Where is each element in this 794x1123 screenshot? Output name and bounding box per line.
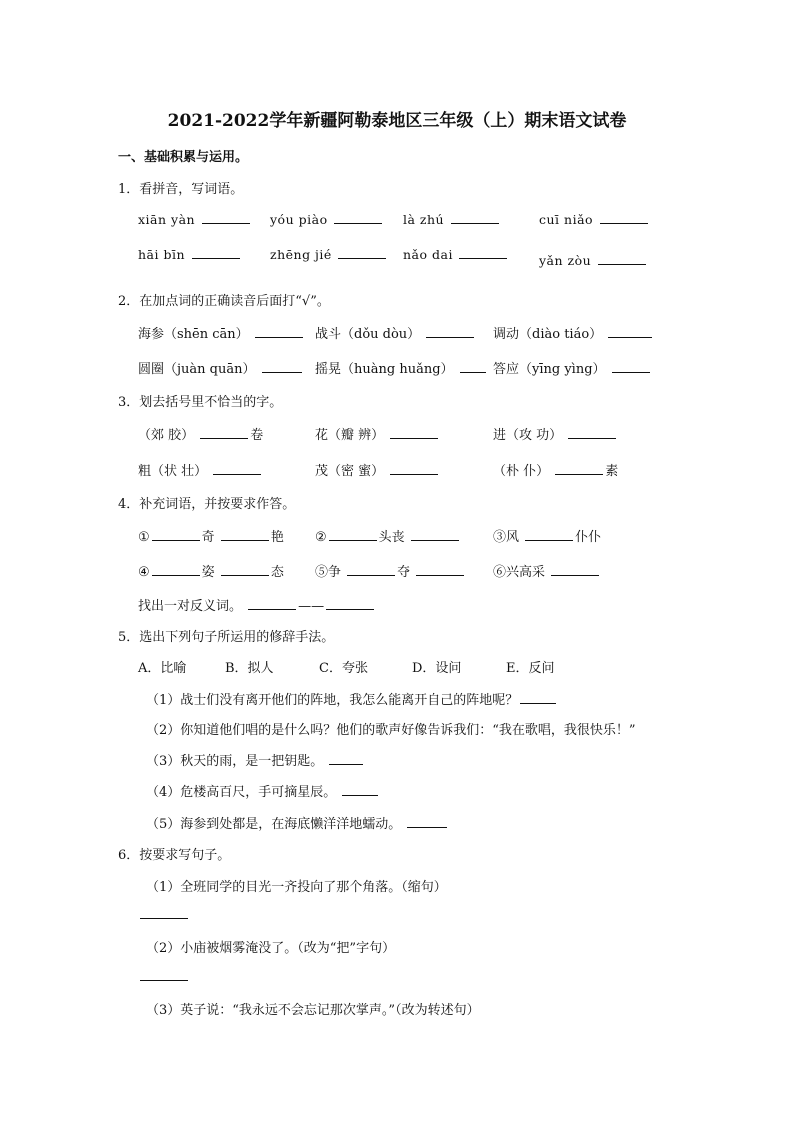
pinyin-item: yǎn zòu	[539, 252, 648, 268]
idiom-fill: ⑤争 夺	[315, 561, 466, 580]
option-b: B．拟人	[225, 661, 274, 676]
pinyin-item: là zhú	[403, 211, 501, 227]
idiom-fill: ③风 仆仆	[493, 530, 602, 545]
idiom-fill: ② 头丧	[315, 526, 461, 545]
rhetoric-item: （4）危楼高百尺，手可摘星辰。	[146, 781, 380, 800]
pinyin-item: hāi bīn	[138, 246, 242, 262]
char-choice: 粗（状 壮）	[138, 460, 263, 479]
idiom-fill: ④ 姿 态	[138, 565, 284, 580]
option-d: D．设问	[412, 661, 462, 676]
option-a: A．比喻	[138, 661, 187, 676]
char-choice: 进（攻 功）	[493, 424, 618, 443]
reading-choice: 圆圈（juàn quān）	[138, 358, 304, 377]
reading-choice: 答应（yīng yìng）	[493, 358, 652, 377]
pinyin-item: zhēng jié	[270, 246, 388, 262]
question-6-stem: 6．按要求写句子。	[118, 848, 231, 863]
pinyin-item: yóu piào	[270, 211, 384, 227]
idiom-fill: ⑥兴高采	[493, 561, 601, 580]
char-choice: 茂（密 蜜）	[315, 460, 440, 479]
answer-blank	[138, 906, 190, 923]
reading-choice: 海参（shēn cān）	[138, 323, 305, 342]
rewrite-item: （1）全班同学的目光一齐投向了那个角落。（缩句）	[146, 880, 447, 895]
idiom-fill: ① 奇 艳	[138, 530, 284, 545]
rewrite-item: （2）小庙被烟雾淹没了。（改为“把”字句）	[146, 941, 396, 956]
pinyin-item: xiān yàn	[138, 211, 252, 227]
rhetoric-item: （3）秋天的雨，是一把钥匙。	[146, 750, 365, 769]
rhetoric-item: （1）战士们没有离开他们的阵地，我怎么能离开自己的阵地呢？	[146, 689, 558, 708]
rhetoric-item: （2）你知道他们唱的是什么吗？他们的歌声好像告诉我们：“我在歌唱，我很快乐！”	[146, 723, 636, 738]
option-e: E．反问	[506, 661, 555, 676]
question-2-stem: 2．在加点词的正确读音后面打“√”。	[118, 294, 330, 309]
answer-blank	[138, 968, 190, 985]
char-choice: （郊 胶） 卷	[138, 428, 264, 443]
reading-choice: 战斗（dǒu dòu）	[315, 323, 476, 342]
question-4-stem: 4．补充词语，并按要求作答。	[118, 497, 296, 512]
reading-choice: 调动（diào tiáo）	[493, 323, 654, 342]
char-choice: 花（瓣 辨）	[315, 424, 440, 443]
pinyin-item: cuī niǎo	[539, 211, 650, 227]
option-c: C．夸张	[319, 661, 368, 676]
question-1-stem: 1．看拼音，写词语。	[118, 182, 244, 197]
section-heading: 一、基础积累与运用。	[118, 150, 249, 165]
rewrite-item: （3）英子说：“我永远不会忘记那次掌声。”（改为转述句）	[146, 1003, 480, 1018]
question-3-stem: 3．划去括号里不恰当的字。	[118, 395, 283, 410]
char-choice: （朴 仆） 素	[493, 464, 619, 479]
question-5-stem: 5．选出下列句子所运用的修辞手法。	[118, 630, 335, 645]
exam-title: 2021-2022学年新疆阿勒泰地区三年级（上）期末语文试卷	[167, 111, 627, 131]
reading-choice: 摇晃（huàng huǎng）	[315, 358, 488, 377]
rhetoric-item: （5）海参到处都是，在海底懒洋洋地蠕动。	[146, 813, 449, 832]
pinyin-item: nǎo dai	[403, 246, 509, 262]
antonym-prompt: 找出一对反义词。 ——	[138, 595, 376, 614]
